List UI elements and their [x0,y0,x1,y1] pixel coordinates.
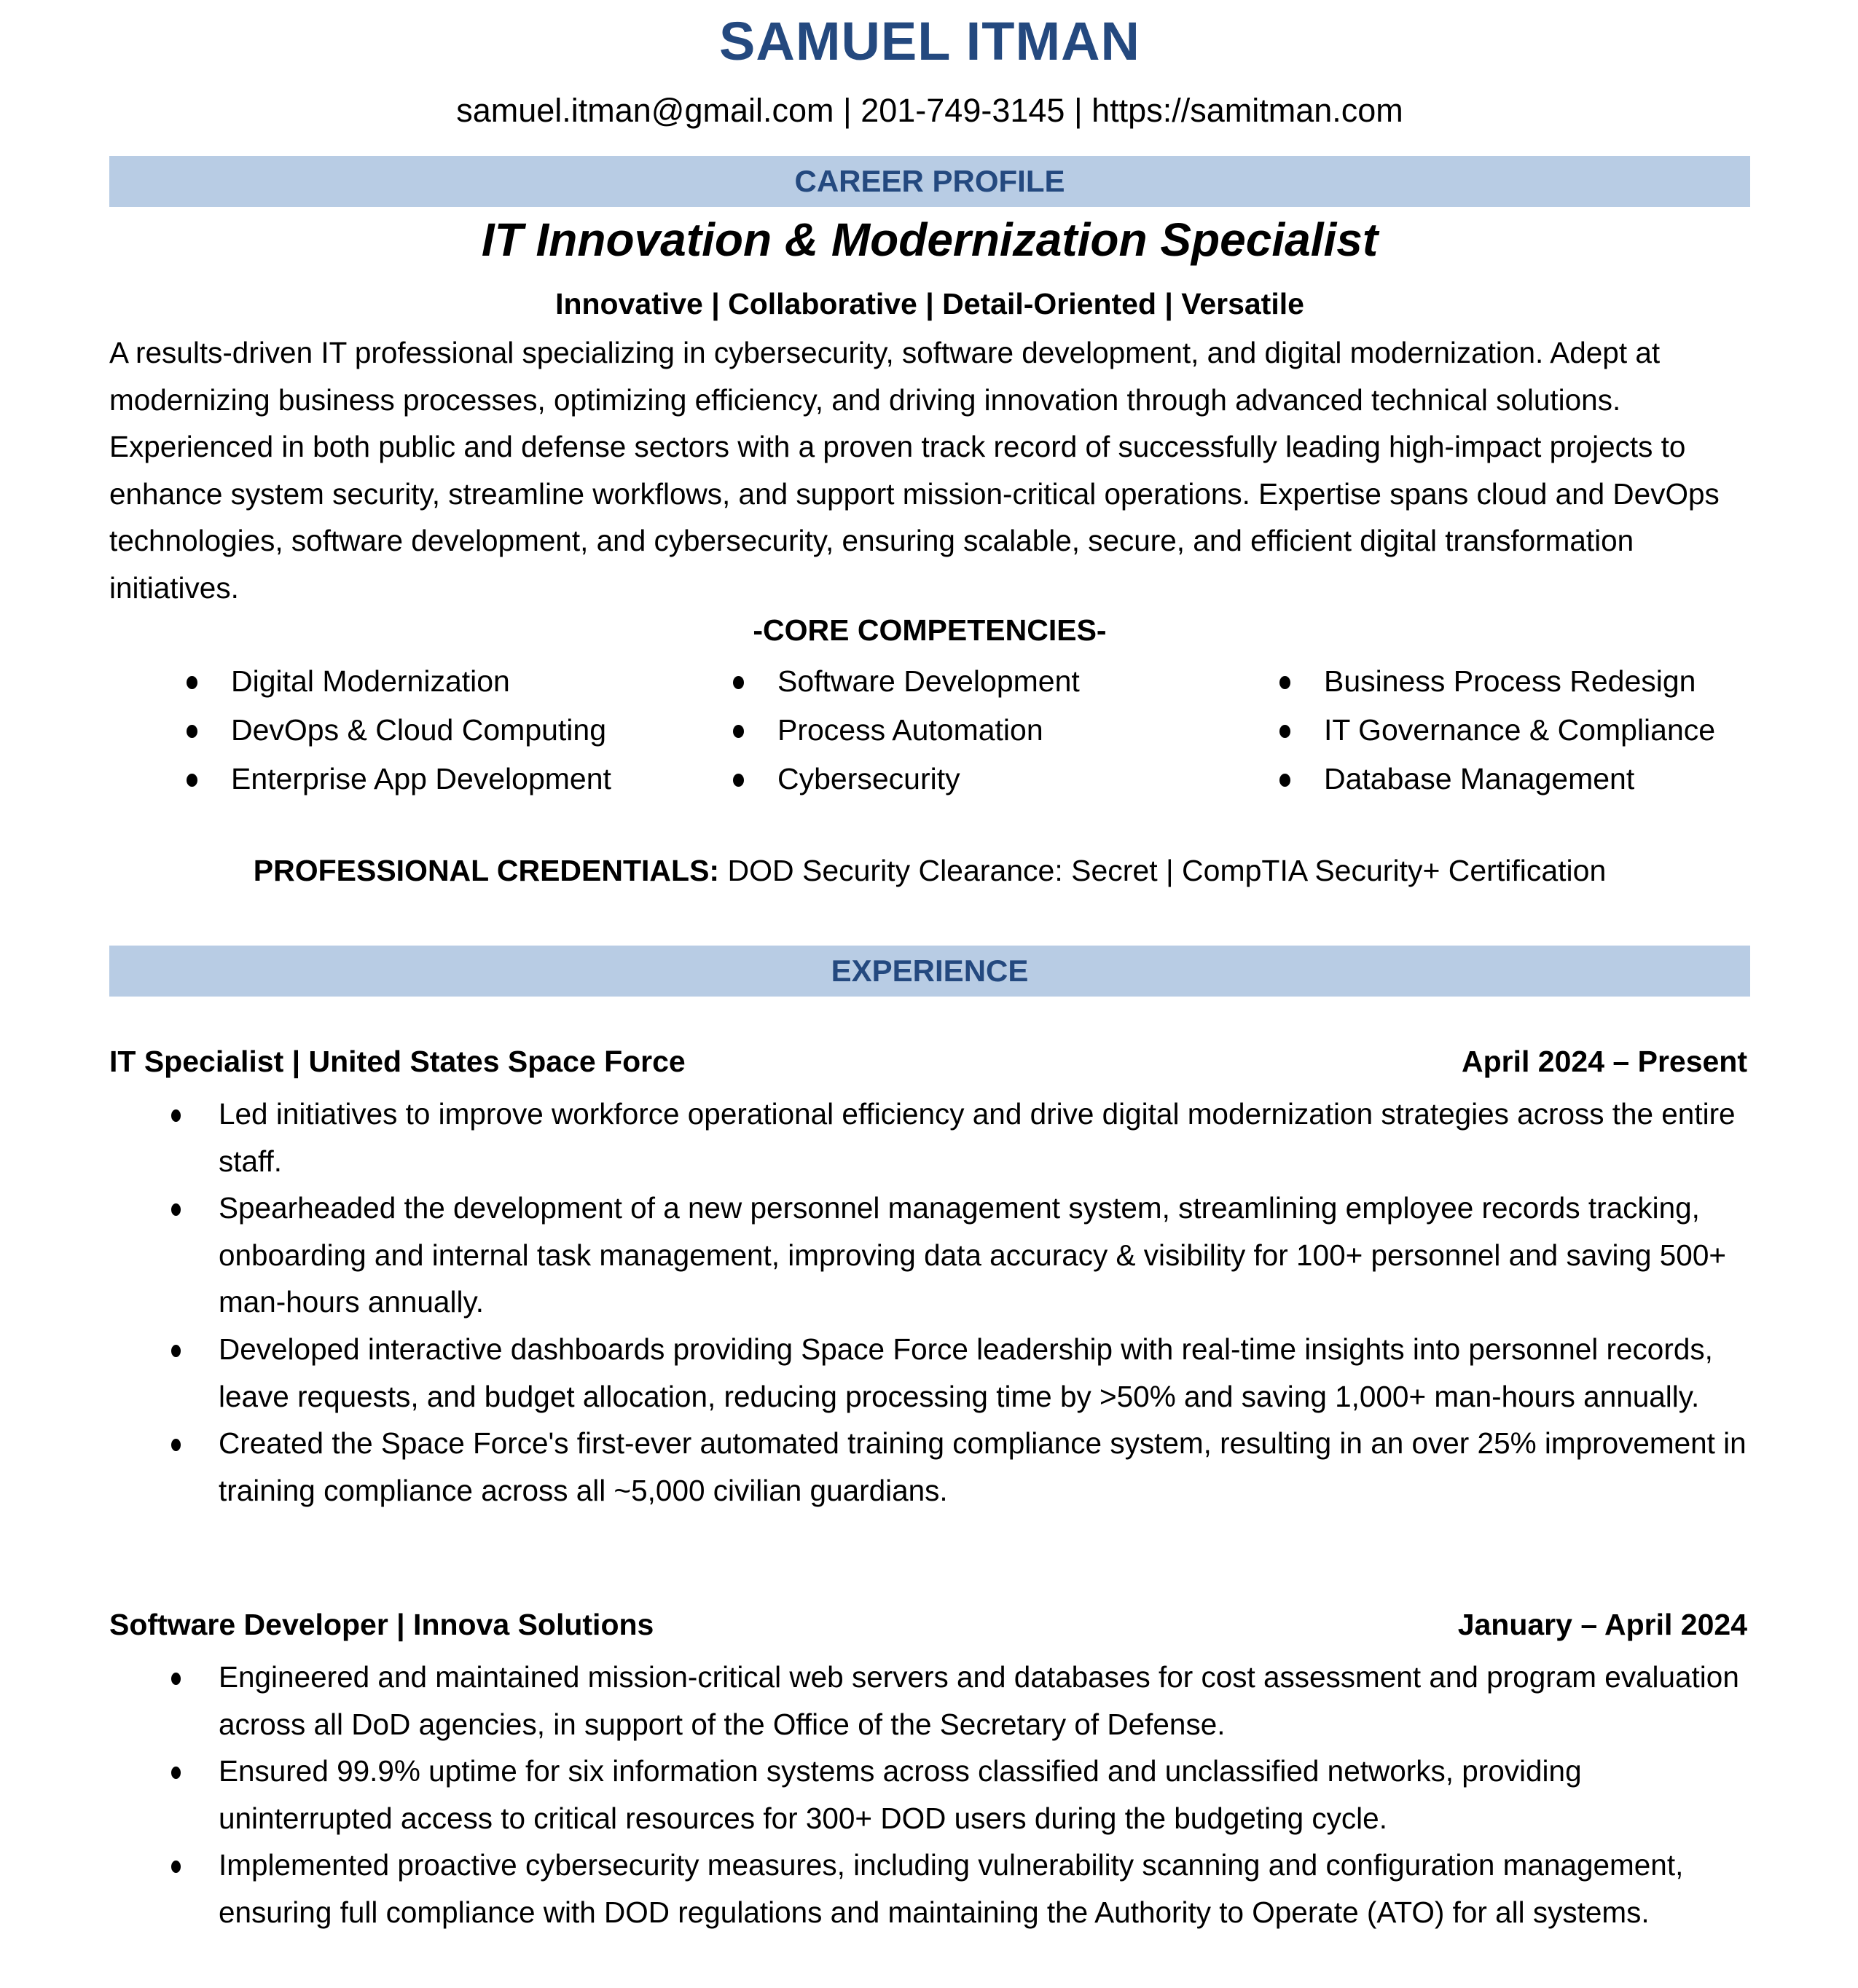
bullet-icon [171,1767,181,1779]
job-bullet: Ensured 99.9% uptime for six information systems across classified and unclassified networks, providing uninterrupted access to critical resources for 300+ DOD users during the budgeting cycle. [109,1748,1757,1842]
candidate-name: SAMUEL ITMAN [719,11,1140,71]
bullet-icon [171,1673,181,1685]
competency-column [733,657,1080,804]
bullet-icon [733,774,744,787]
job-heading [109,1045,1747,1088]
competency-item: Business Process Redesign [1279,657,1715,706]
bullet-icon [171,1203,181,1216]
competency-column [1279,657,1715,804]
job-dates: April 2024 – Present [1462,1045,1747,1078]
competency-item: Digital Modernization [187,657,611,706]
job-bullet: Developed interactive dashboards providing Space Force leadership with real-time insights into personnel records, leave requests, and budget allocation, reducing processing time by >50% and saving 1,000+ man-hours annually. [109,1326,1757,1420]
bullet-icon [187,774,197,787]
credentials-label: PROFESSIONAL CREDENTIALS: [253,854,720,887]
job-dates: January – April 2024 [1457,1608,1747,1641]
section-bar-experience: EXPERIENCE [109,946,1750,997]
job-bullets [109,1654,1757,1936]
job-bullets [109,1091,1757,1514]
professional-credentials [109,854,1750,888]
job-heading [109,1608,1747,1651]
credentials-value: DOD Security Clearance: Secret | CompTIA Security+ Certification [719,854,1607,887]
contact-line: samuel.itman@gmail.com | 201-749-3145 | https://samitman.com [456,92,1403,129]
bullet-icon [1279,725,1290,738]
job-title: IT Specialist | United States Space Force [109,1045,686,1078]
job-bullet: Spearheaded the development of a new personnel management system, streamlining employee records tracking, onboarding and internal task management, improving data accuracy & visibility for 100+ personnel and saving 500+ man-hours annually. [109,1184,1757,1326]
competency-item: Enterprise App Development [187,755,611,804]
bullet-icon [733,676,744,689]
section-bar-career-profile: CAREER PROFILE [109,156,1750,207]
competency-item: Cybersecurity [733,755,1080,804]
competency-item: IT Governance & Compliance [1279,706,1715,755]
competency-column [187,657,611,804]
bullet-icon [171,1861,181,1873]
job-bullet: Implemented proactive cybersecurity measures, including vulnerability scanning and configuration management, ensuring full compliance with DOD regulations and maintaining the Authority to Operate (ATO) for all systems. [109,1842,1757,1936]
bullet-icon [171,1439,181,1451]
job-title: Software Developer | Innova Solutions [109,1608,654,1641]
profile-traits: Innovative | Collaborative | Detail-Oriented | Versatile [555,287,1304,321]
job-bullet: Created the Space Force's first-ever automated training compliance system, resulting in an over 25% improvement in training compliance across all ~5,000 civilian guardians. [109,1420,1757,1514]
competency-item: Software Development [733,657,1080,706]
bullet-icon [171,1345,181,1357]
bullet-icon [171,1109,181,1122]
bullet-icon [1279,774,1290,787]
job-bullet: Engineered and maintained mission-critical web servers and databases for cost assessment and program evaluation across all DoD agencies, in support of the Office of the Secretary of Defense. [109,1654,1757,1748]
competency-item: Process Automation [733,706,1080,755]
profile-summary: A results-driven IT professional specializing in cybersecurity, software development, and digital modernization. Adept at modernizing business processes, optimizing efficiency, and driving innovation through advanced technical solutions. Experienced in both public and defense sectors with a proven track record of successfully leading high-impact projects to enhance system security, streamline workflows, and support mission-critical operations. Expertise spans cloud and DevOps technologies, software development, and cybersecurity, ensuring scalable, secure, and efficient digital transformation initiatives. [109,336,1720,605]
job-bullet: Led initiatives to improve workforce operational efficiency and drive digital modernization strategies across the entire staff. [109,1091,1757,1184]
bullet-icon [187,725,197,738]
competency-item: Database Management [1279,755,1715,804]
bullet-icon [733,725,744,738]
bullet-icon [1279,676,1290,689]
core-competencies-heading: -CORE COMPETENCIES- [753,613,1107,647]
profile-headline: IT Innovation & Modernization Specialist [481,213,1379,266]
competency-item: DevOps & Cloud Computing [187,706,611,755]
bullet-icon [187,676,197,689]
